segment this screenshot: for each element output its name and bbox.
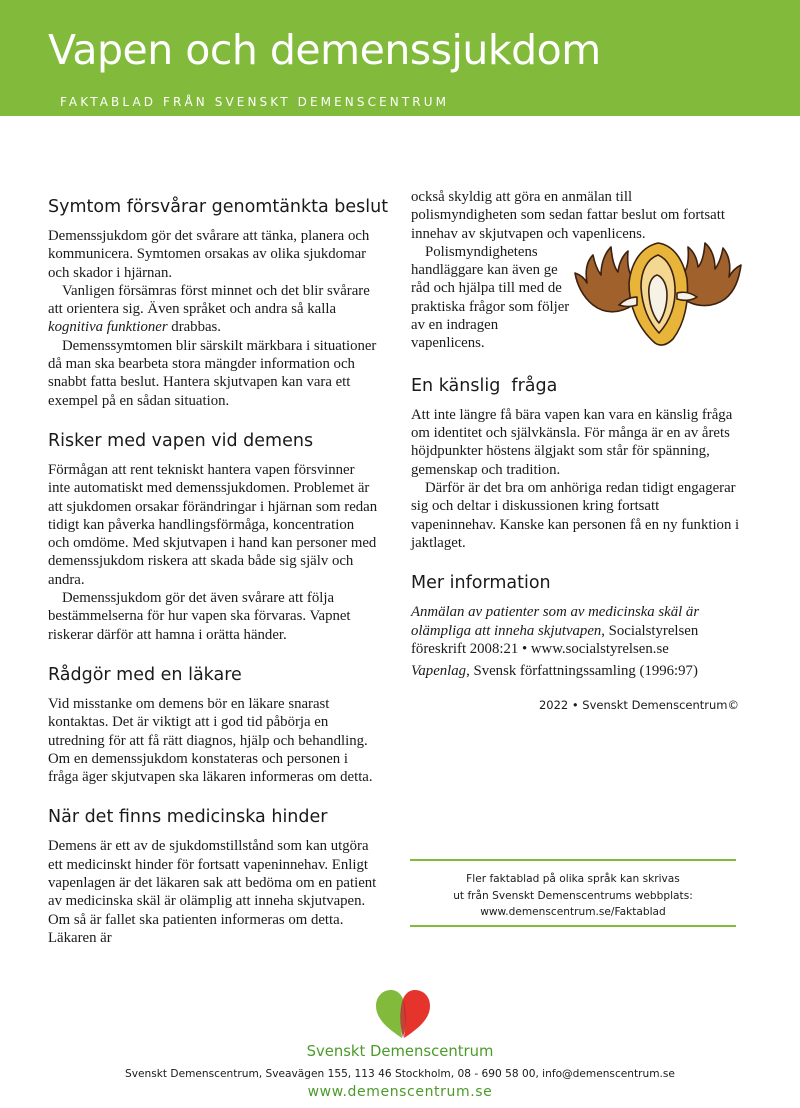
footnote-line: Fler faktablad på olika språk kan skrivas bbox=[466, 873, 680, 885]
section-radgor bbox=[48, 664, 378, 786]
section-heading: När det finns medicinska hinder bbox=[48, 807, 328, 828]
paragraph: Demens är ett av de sjukdomstillstånd som kan utgöra ett medicinskt hinder för fortsatt vapeninnehav. Enligt vapenlagen är det läkaren sak att bedöma om en patient av medicinska skäl är olämplig att inneha skjutvapen. Om så är fallet ska patienten informeras om detta. Läkaren är bbox=[48, 838, 377, 946]
reference-source: , Socialstyrelsen föreskrift 2008:21 • www.socialstyrelsen.se bbox=[411, 622, 699, 657]
brand-name: Svenskt Demenscentrum bbox=[306, 1043, 494, 1060]
paragraph: Demenssjukdom gör det svårare att tänka, planera och kommunicera. Symtomen orsakas av olika sjukdomar och skador i hjärnan. bbox=[48, 228, 370, 281]
footnote bbox=[410, 871, 736, 921]
section-heading: Symtom försvårar genomtänkta beslut bbox=[48, 197, 389, 217]
paragraph: Förmågan att rent tekniskt hantera vapen försvinner inte automatiskt med demenssjukdomen. Problemet är att sjukdomen orsakar förändringar i hjärnan som redan tidigt kan påverka handlingsförmåga, koncentration och omdöme. Med skjutvapen i hand kan personer med demenssjukdom riskera att skada både sig själv och andra. bbox=[48, 461, 378, 588]
reference-title: Vapenlag bbox=[411, 663, 467, 680]
reference bbox=[411, 662, 741, 680]
reference-title: Anmälan av patienter som av medicinska skäl är olämpliga att inneha skjutvapen bbox=[411, 604, 700, 639]
section-mer-information bbox=[411, 572, 741, 680]
reference bbox=[411, 603, 741, 658]
section-heading: Mer information bbox=[411, 573, 551, 594]
paragraph: Att inte längre få bära vapen kan vara en känslig fråga om identitet och självkänsla. För många är en av årets höjdpunkter höstens älgjakt som står för spänning, gemenskap och tradition. bbox=[411, 406, 733, 478]
paragraph bbox=[48, 282, 378, 337]
paragraph: Demenssymtomen blir särskilt märkbara i situationer då man ska bearbeta stora mängder information och snabbt fatta beslut. Hantera skjutvapen kan vara ett exempel på en sådan situation. bbox=[48, 337, 377, 409]
divider bbox=[410, 859, 736, 861]
moose-antler-trophy-icon bbox=[571, 235, 746, 360]
divider bbox=[410, 925, 736, 927]
copyright: 2022 • Svenskt Demenscentrum© bbox=[538, 698, 739, 713]
website-link[interactable]: www.demenscentrum.se bbox=[307, 1084, 493, 1100]
page-subtitle: FAKTABLAD FRÅN SVENSKT DEMENSCENTRUM bbox=[60, 95, 450, 109]
section-hinder bbox=[48, 806, 378, 947]
reference-source: , Svensk författningssamling (1996:97) bbox=[466, 663, 698, 680]
section-kanslig bbox=[411, 375, 741, 552]
footnote-link[interactable]: www.demenscentrum.se/Faktablad bbox=[480, 906, 666, 918]
police-with-image bbox=[411, 243, 741, 375]
paragraph: Polismyndighetens handläggare kan även ge råd och hjälpa till med de praktiska frågor som följer av en indragen vapenlicens. bbox=[411, 243, 570, 352]
address: Svenskt Demenscentrum, Sveavägen 155, 113 46 Stockholm, 08 - 690 58 00, info@demenscentrum.se bbox=[125, 1068, 675, 1080]
footnote-line: ut från Svenskt Demenscentrums webbplats: bbox=[453, 889, 693, 902]
text: drabbas. bbox=[167, 319, 222, 336]
page-title: Vapen och demenssjukdom bbox=[48, 26, 601, 74]
emphasis-text: kognitiva funktioner bbox=[48, 319, 168, 336]
section-risker bbox=[48, 430, 378, 644]
paragraph: Därför är det bra om anhöriga redan tidigt engagerar sig och deltar i diskussionen kring fortsatt vapeninnehav. Kanske kan personen få en ny funktion i jaktlaget. bbox=[411, 480, 740, 551]
section-heading: Risker med vapen vid demens bbox=[48, 430, 314, 451]
section-heading: Rådgör med en läkare bbox=[48, 664, 242, 685]
heart-logo-icon bbox=[372, 988, 434, 1040]
left-column bbox=[48, 196, 389, 967]
section-symtom bbox=[48, 196, 389, 410]
header-banner bbox=[0, 0, 800, 116]
section-heading: En känslig fråga bbox=[411, 375, 558, 396]
paragraph: också skyldig att göra en anmälan till polismyndigheten som sedan fattar beslut om fortsatt innehav av skjutvapen och vapenlicens. bbox=[411, 189, 725, 242]
text: Vanligen försämras först minnet och det blir svårare att orientera sig. Även språket och andra så kalla bbox=[48, 282, 370, 318]
right-column bbox=[411, 188, 741, 715]
paragraph: Vid misstanke om demens bör en läkare snarast kontaktas. Det är viktigt att i god tid påbörja en utredning för att få rätt diagnos, hjälp och behandling. Om en demenssjukdom konstateras och personen i fråga äger skjutvapen ska läkaren informeras om detta. bbox=[48, 695, 373, 786]
paragraph: Demenssjukdom gör det även svårare att följa bestämmelserna för hur vapen ska förvaras. Vapnet riskerar därför att hamna i orätta händer. bbox=[48, 590, 351, 643]
